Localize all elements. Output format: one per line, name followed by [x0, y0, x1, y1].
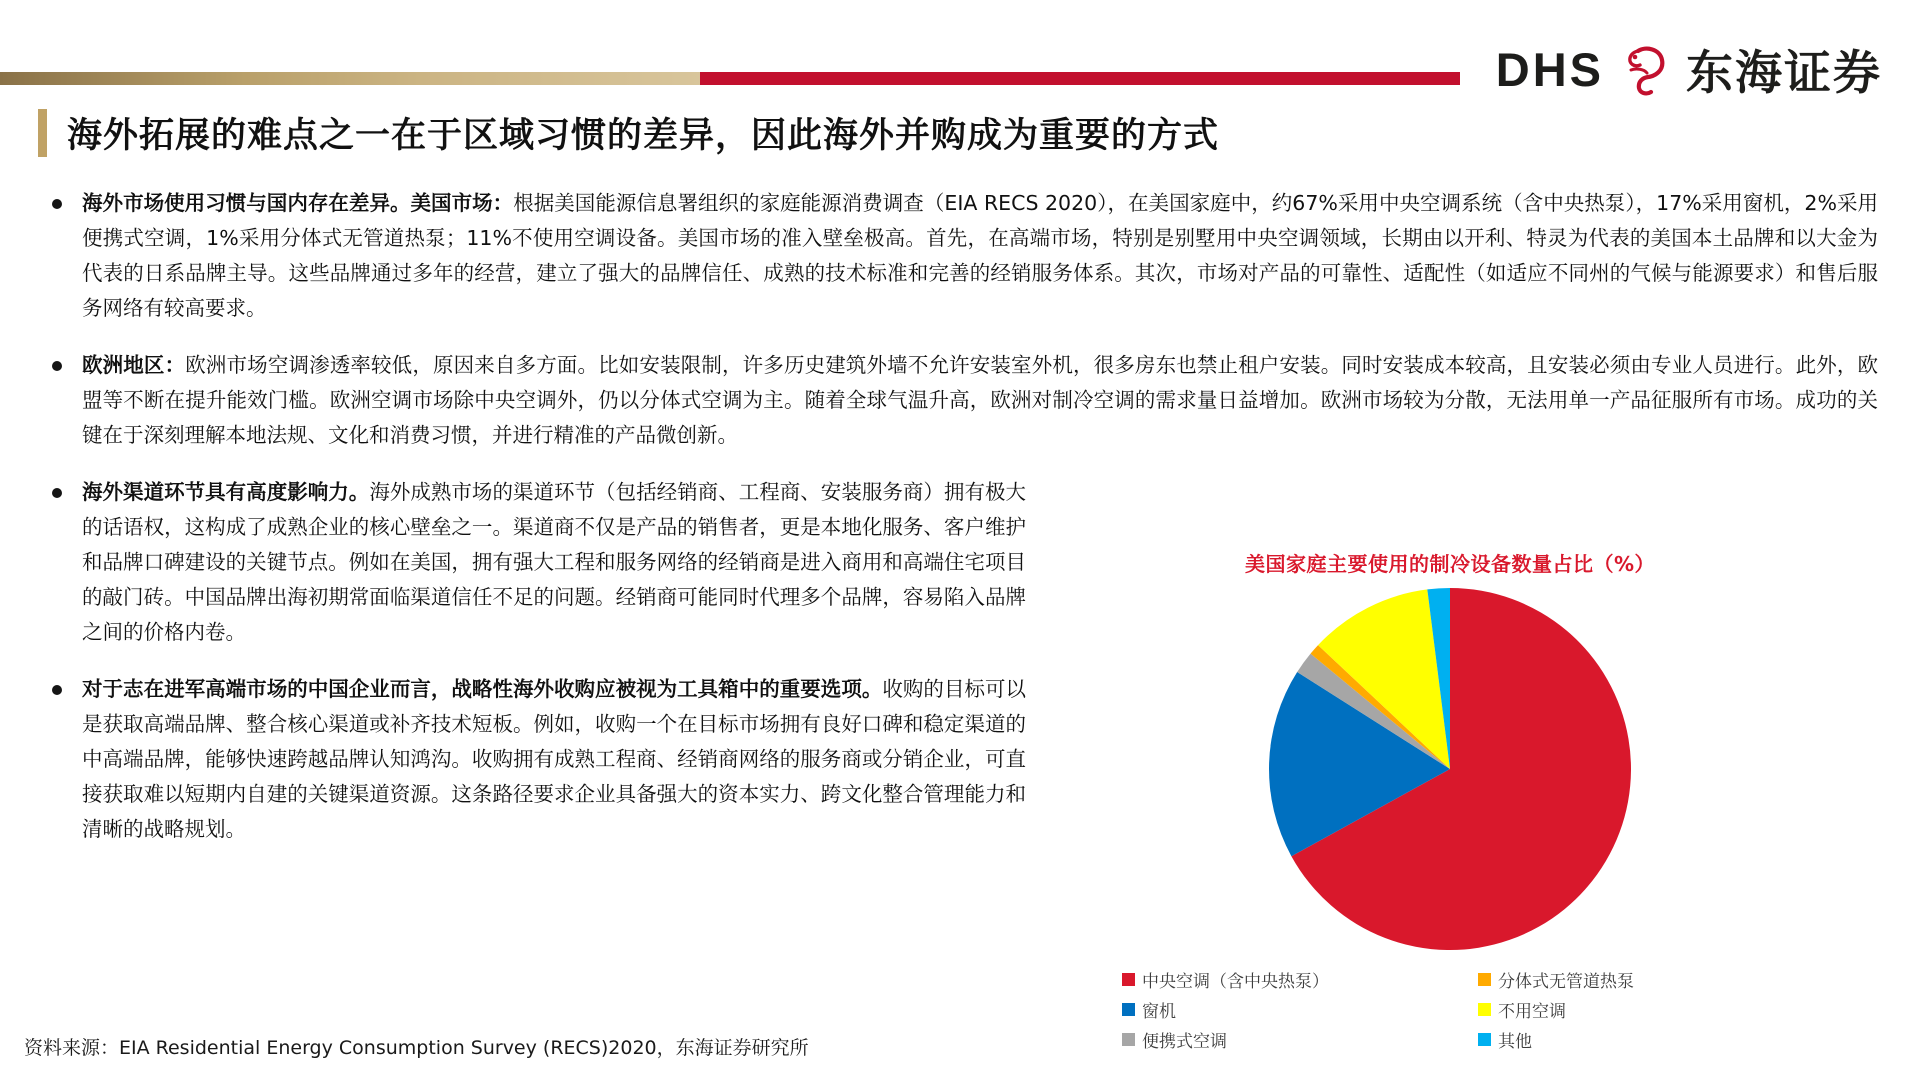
bullet-dot-icon — [52, 488, 62, 498]
bullet-item — [46, 475, 1026, 650]
legend-label: 不用空调 — [1498, 1002, 1566, 1022]
legend-item[interactable] — [1122, 967, 1452, 992]
bullet-item — [46, 348, 1878, 453]
bullet-text: 海外市场使用习惯与国内存在差异。美国市场：根据美国能源信息署组织的家庭能源消费调查（EIA RECS 2020），在美国家庭中，约67%采用中央空调系统（含中央热泵），17%采用窗机，2%采用便携式空调，1%采用分体式无管道热泵；11%不使用空调设备。美国市场的准入壁垒极高。首先，在高端市场，特别是别墅用中央空调领域，长期由以开利、特灵为代表的美国本土品牌和以大金为代表的日系品牌主导。这些品牌通过多年的经营，建立了强大的品牌信任、成熟的技术标准和完善的经销服务体系。其次，市场对产品的可靠性、适配性（如适应不同州的气候与能源要求）和售后服务网络有较高要求。 — [82, 191, 1878, 320]
legend-swatch-icon — [1122, 1033, 1135, 1046]
header-red-bar — [700, 72, 1460, 85]
pie-chart-block — [1020, 548, 1880, 1052]
legend-label: 便携式空调 — [1142, 1032, 1227, 1052]
legend-swatch-icon — [1478, 973, 1491, 986]
legend-item[interactable] — [1122, 1027, 1452, 1052]
pie-chart-area — [1020, 585, 1880, 953]
title-accent-bar — [38, 109, 47, 157]
legend-swatch-icon — [1122, 1003, 1135, 1016]
legend-item[interactable] — [1478, 967, 1778, 992]
chart-title: 美国家庭主要使用的制冷设备数量占比（%） — [1244, 552, 1656, 576]
bullet-text: 对于志在进军高端市场的中国企业而言，战略性海外收购应被视为工具箱中的重要选项。收购的目标可以是获取高端品牌、整合核心渠道或补齐技术短板。例如，收购一个在目标市场拥有良好口碑和稳定渠道的中高端品牌，能够快速跨越品牌认知鸿沟。收购拥有成熟工程商、经销商网络的服务商或分销企业，可直接获取难以短期内自建的关键渠道资源。这条路径要求企业具备强大的资本实力、跨文化整合管理能力和清晰的战略规划。 — [82, 677, 1027, 841]
bullet-dot-icon — [52, 361, 62, 371]
bullet-item — [46, 672, 1026, 847]
bullet-text: 欧洲地区：欧洲市场空调渗透率较低，原因来自多方面。比如安装限制，许多历史建筑外墙不允许安装室外机，很多房东也禁止租户安装。同时安装成本较高，且安装必须由专业人员进行。此外，欧盟等不断在提升能效门槛。欧洲空调市场除中央空调外，仍以分体式空调为主。随着全球气温升高，欧洲对制冷空调的需求量日益增加。欧洲市场较为分散，无法用单一产品征服所有市场。成功的关键在于深刻理解本地法规、文化和消费习惯，并进行精准的产品微创新。 — [82, 353, 1879, 447]
logo-text-cn: 东海证券 — [1686, 46, 1882, 101]
header-gold-bar — [0, 72, 700, 85]
bullet-item — [46, 186, 1878, 326]
legend-label: 其他 — [1498, 1032, 1532, 1052]
brand-logo — [1496, 36, 1882, 103]
bullet-text: 海外渠道环节具有高度影响力。海外成熟市场的渠道环节（包括经销商、工程商、安装服务商）拥有极大的话语权，这构成了成熟企业的核心壁垒之一。渠道商不仅是产品的销售者，更是本地化服务、客户维护和品牌口碑建设的关键节点。例如在美国，拥有强大工程和服务网络的经销商是进入商用和高端住宅项目的敲门砖。中国品牌出海初期常面临渠道信任不足的问题。经销商可能同时代理多个品牌，容易陷入品牌之间的价格内卷。 — [82, 480, 1026, 644]
chart-legend — [1020, 967, 1880, 1052]
legend-swatch-icon — [1478, 1033, 1491, 1046]
source-note: 资料来源：EIA Residential Energy Consumption Survey (RECS)2020，东海证券研究所 — [24, 1037, 809, 1059]
legend-label: 中央空调（含中央热泵） — [1142, 972, 1329, 992]
page-title — [38, 108, 1219, 158]
legend-label: 窗机 — [1142, 1002, 1176, 1022]
bullet-dot-icon — [52, 685, 62, 695]
dragon-seahorse-mark-icon — [1618, 43, 1672, 97]
legend-item[interactable] — [1478, 1027, 1778, 1052]
page-title-text: 海外拓展的难点之一在于区域习惯的差异，因此海外并购成为重要的方式 — [67, 115, 1220, 156]
legend-item[interactable] — [1122, 997, 1452, 1022]
legend-label: 分体式无管道热泵 — [1498, 972, 1634, 992]
legend-swatch-icon — [1478, 1003, 1491, 1016]
pie-chart — [1266, 585, 1634, 953]
legend-item[interactable] — [1478, 997, 1778, 1022]
bullet-dot-icon — [52, 199, 62, 209]
legend-swatch-icon — [1122, 973, 1135, 986]
logo-text-en: DHS — [1495, 43, 1604, 96]
